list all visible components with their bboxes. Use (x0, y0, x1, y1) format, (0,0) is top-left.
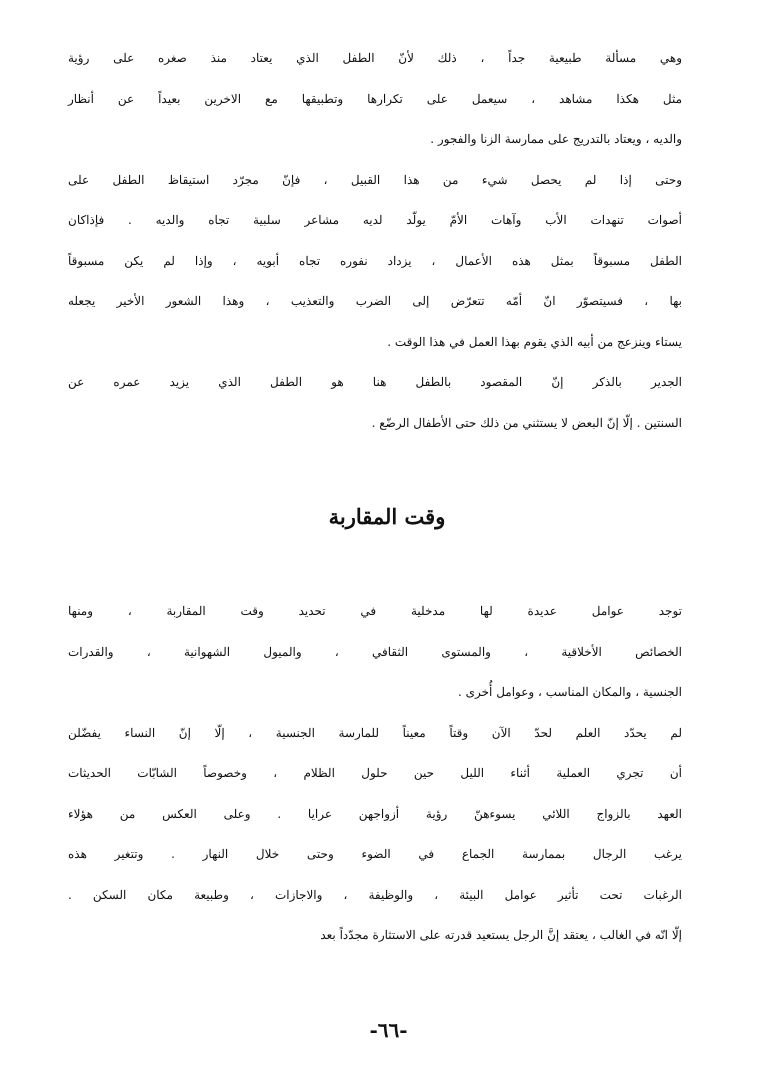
text-line: السنتين . إلّا إنّ البعض لا يستثني من ذلك حتى الأطفال الرضّع . (371, 415, 682, 430)
text-line: توجد عوامل عديدة لها مدخلية في تحديد وقت المقاربة ، ومنها (68, 604, 682, 618)
page-body (68, 38, 706, 956)
text-line: أن تجري العملية أثناء الليل حين حلول الظلام ، وخصوصاً الشابّات الحديثات (68, 766, 682, 780)
text-line: الخصائص الأخلاقية ، والمستوى الثقافي ، والميول الشهوانية ، والقدرات (68, 644, 682, 659)
spacer (68, 443, 706, 497)
text-line: والديه ، ويعتاد بالتدريج على ممارسة الزنا والفجور . (430, 132, 682, 146)
text-line: يرغب الرجال بممارسة الجماع في الضوء وحتى خلال النهار . وتتغير هذه (68, 847, 682, 861)
paragraph (68, 591, 706, 713)
text-line: الطفل مسبوقاً بمثل هذه الأعمال ، يزداد نفوره تجاه أبويه ، وإذا لم يكن مسبوقاً (68, 253, 682, 268)
text-line: يستاء وينزعج من أبيه الذي يقوم بهذا العمل في هذا الوقت . (387, 334, 682, 349)
paragraph (68, 362, 706, 443)
text-line: لم يحدّد العلم لحدّ الآن وقتاً معيناً للمارسة الجنسية ، إلّا إنّ النساء يفضّلن (68, 725, 682, 740)
text-line: مثل هكذا مشاهد ، سيعمل على تكرارها وتطبيقها مع الاخرين بعيداً عن أنظار (68, 91, 682, 106)
text-line: وحتى إذا لم يحصل شيء من هذا القبيل ، فإنّ مجرّد استيقاظ الطفل على (68, 172, 682, 187)
text-line: الرغبات تحت تأثير عوامل البيئة ، والوظيفة ، والاجازات ، وطبيعة مكان السكن . (68, 887, 682, 902)
paragraph (68, 160, 706, 363)
text-line: وهي مسألة طبيعية جداً ، ذلك لأنّ الطفل الذي يعتاد منذ صغره على رؤية (68, 51, 682, 65)
text-line: الجدير بالذكر إنّ المقصود بالطفل هنا هو الطفل الذي يزيد عمره عن (68, 375, 682, 389)
spacer (68, 537, 706, 591)
section-heading: وقت المقاربة (328, 504, 446, 529)
text-line: الجنسية ، والمكان المناسب ، وعوامل أُخرى . (457, 685, 682, 699)
text-line: إلّا انّه في الغالب ، يعتقد إنَّ الرجل يستعيد قدرته على الاستثارة مجدّداً بعد (320, 928, 682, 942)
paragraph (68, 713, 706, 956)
text-line: بها ، فسيتصوّر انّ أمّه تتعرّض إلى الضرب والتعذيب ، وهذا الشعور الأخير يجعله (68, 294, 682, 308)
page-number: -٦٦- (369, 1018, 408, 1042)
paragraph (68, 38, 706, 160)
text-line: أصوات تنهدات الأب وآهات الأمّ يولّد لديه مشاعر سلبية تجاه والديه . فإذاكان (68, 213, 682, 227)
text-line: العهد بالزواج اللائي يسوءهنّ رؤية أزواجهن عرايا . وعلى العكس من هؤلاء (68, 806, 682, 821)
